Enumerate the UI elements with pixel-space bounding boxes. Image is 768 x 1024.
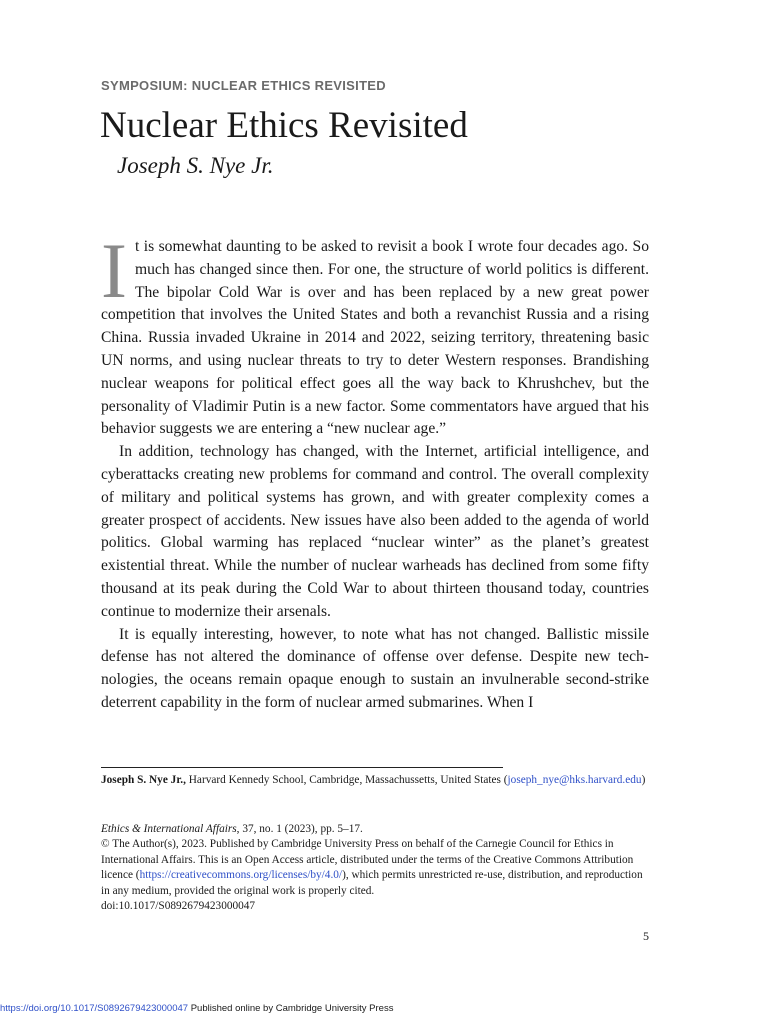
paragraph-3: It is equally interesting, however, to note what has not changed. Ballistic missile defense has not altered the dominance of offense over defense. Despite new technologies, the oceans remain opaque enough to sustain an invulnerable second-strike deterrent capability in the form of nuclear armed submarines. When I <box>101 625 649 711</box>
article-title: Nuclear Ethics Revisited <box>100 105 468 146</box>
citation-line <box>101 822 649 837</box>
footer-doi-link[interactable]: https://doi.org/10.1017/S0892679423000047 <box>0 1003 189 1014</box>
publication-info <box>101 822 649 914</box>
author-affiliation <box>101 772 649 788</box>
doi-line: doi:10.1017/S0892679423000047 <box>101 900 256 913</box>
license-link[interactable]: https://creativecommons.org/licenses/by/4.0/ <box>139 869 343 882</box>
paragraph-2: In addition, technology has changed, with the Internet, artificial intelligence, and cyberattacks creating new problems for command and control. The overall complexity of military and political systems has grown, and with greater complexity comes a greater prospect of accidents. New issues have also been added to the agenda of world politics. Global warming has replaced “nuclear winter” as the planet’s greatest existential threat. While the number of nuclear warheads has declined from some fifty thousand at its peak during the Cold War to about thirteen thousand today, countries continue to modernize their arsenals. <box>101 443 649 620</box>
article-author: Joseph S. Nye Jr. <box>117 153 274 178</box>
license-tail: ), which permits unrestricted re-use, distribution, and reproduction in any medium, provided the original work is properly cited. <box>101 869 643 897</box>
section-kicker: SYMPOSIUM: NUCLEAR ETHICS REVISITED <box>101 78 386 93</box>
article-body <box>101 227 649 715</box>
copyright-text: © The Author(s), 2023. Published by Cambridge University Press on behalf of the Carnegie Council for Ethics in International Affairs. This is an Open Access article, distributed under the terms of the Creative Commons Attribution licence ( <box>101 838 634 882</box>
footnote-rule <box>101 767 503 768</box>
paragraph-1 <box>101 227 649 441</box>
drop-cap: I <box>101 227 127 314</box>
download-footer <box>0 1002 393 1016</box>
affiliation-author-name: Joseph S. Nye Jr., <box>101 774 186 786</box>
footer-published-text: Published online by Cambridge University Press <box>188 1003 394 1014</box>
author-email-link[interactable]: joseph_nye@hks.harvard.edu <box>507 774 642 786</box>
affiliation-close: ) <box>641 774 646 786</box>
journal-name: Ethics & International Affairs <box>101 823 237 835</box>
page-number: 5 <box>643 929 649 943</box>
journal-volume: , 37, no. 1 (2023), pp. 5–17. <box>236 823 363 835</box>
affiliation-text: Harvard Kennedy School, Cambridge, Massachussetts, United States ( <box>185 774 508 786</box>
copyright-notice <box>101 837 649 899</box>
paragraph-1-text: t is somewhat daunting to be asked to revisit a book I wrote four decades ago. So much has changed since then. For one, the structure of world politics is different. The bipolar Cold War is over and has been replaced by a new great power competition that involves the United States and both a revanchist Russia and a rising China. Russia invaded Ukraine in 2014 and 2022, seizing territory, threatening basic UN norms, and using nuclear threats to try to deter Western responses. Brandishing nuclear weapons for political effect goes all the way back to Khrushchev, but the personality of Vladimir Putin is a new factor. Some commentators have argued that his behavior suggests we are entering a “new nuclear age.” <box>101 238 649 438</box>
